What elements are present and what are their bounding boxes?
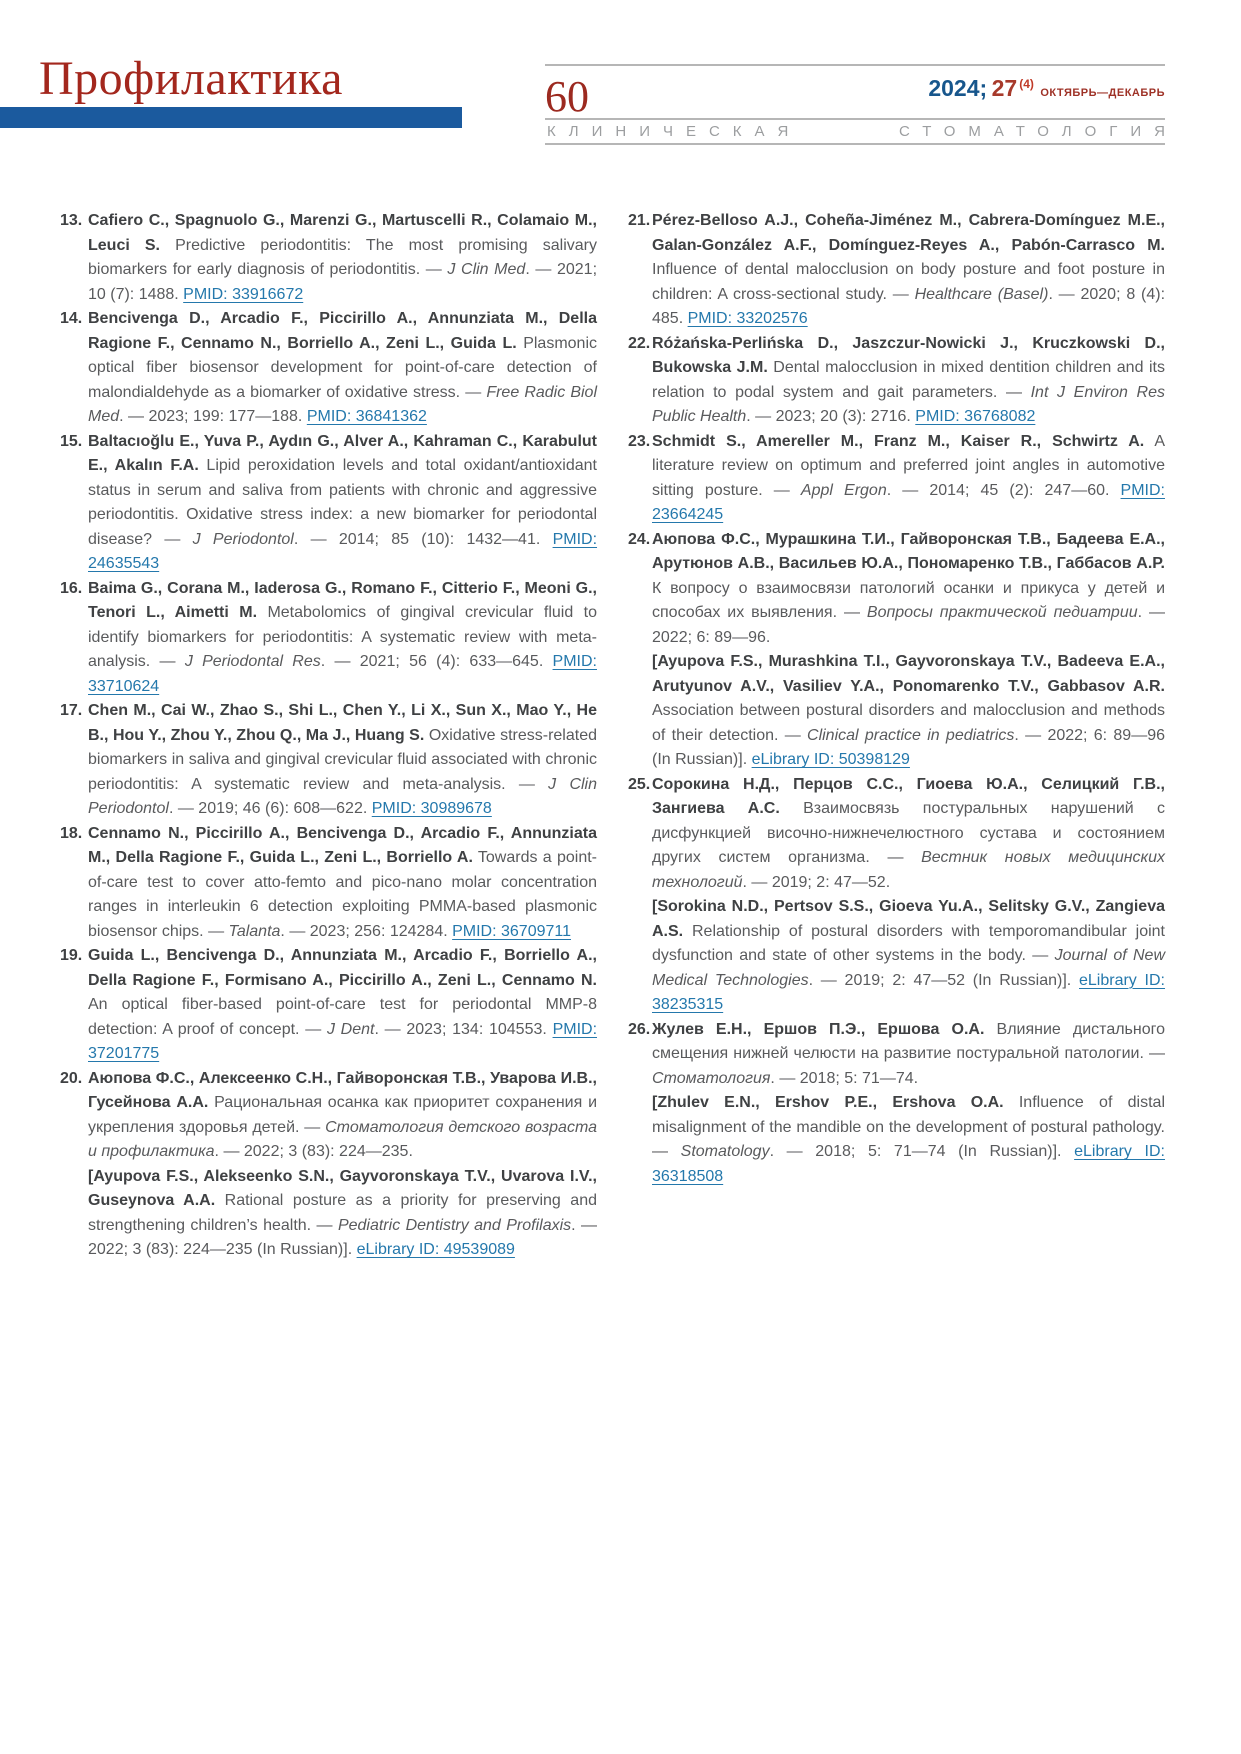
reference-paragraph	[88, 944, 597, 1067]
reference-number: 13.	[60, 212, 83, 229]
reference-item	[628, 209, 1165, 332]
reference-journal: Стоматология детского возраста и профилактика	[88, 1118, 597, 1160]
reference-paragraph	[652, 650, 1165, 773]
reference-text: . — 2014; 85 (10): 1432—41.	[293, 530, 553, 548]
issue-year: 2024;	[928, 75, 988, 101]
reference-authors: Сорокина Н.Д., Перцов С.С., Гиоева Ю.А., Селицкий Г.В., Зангиева А.С.	[652, 775, 1165, 817]
reference-text: Predictive periodontitis: The most promising salivary biomarkers for early diagnosis of periodontitis. —	[88, 236, 598, 278]
reference-authors: Guida L., Bencivenga D., Annunziata M., Arcadio F., Borriello A., Della Ragione F., Formisano A., Piccirillo A., Zeni L., Cennamo N.	[88, 947, 597, 989]
reference-text: Oxidative stress-related biomarkers in saliva and gingival crevicular fluid associated with chronic periodontitis: A systematic review and meta-analysis. —	[88, 726, 597, 793]
reference-number: 15.	[60, 432, 83, 450]
reference-item	[60, 430, 597, 577]
reference-paragraph	[88, 822, 597, 945]
issue-volume: 27	[991, 75, 1018, 101]
reference-text: Influence of distal misalignment of the mandible on the development of postural pathology. —	[652, 1094, 1165, 1160]
reference-authors: Schmidt S., Amereller M., Franz M., Kaiser R., Schwirtz A.	[652, 432, 1145, 450]
reference-text: Metabolomics of gingival crevicular fluid to identify biomarkers for periodontitis: A systematic review with meta-analysis. —	[88, 604, 597, 670]
reference-text: . — 2019; 2: 47—52.	[742, 873, 891, 891]
reference-journal: Free Radic Biol Med	[88, 383, 598, 425]
reference-item	[60, 577, 597, 700]
reference-paragraph	[88, 577, 597, 700]
reference-number: 14.	[60, 310, 83, 327]
reference-paragraph	[652, 209, 1165, 332]
reference-text: Взаимосвязь постуральных нарушений с дисфункцией височно-нижнечелюстного сустава и состоянием других систем организма. —	[652, 800, 1165, 866]
header-issue-block	[545, 64, 1178, 145]
reference-authors: Różańska-Perlińska D., Jaszczur-Nowicki J., Kruczkowski D., Bukowska J.M.	[652, 334, 1165, 376]
reference-text: . — 2019; 2: 47—52 (In Russian)].	[808, 971, 1079, 989]
reference-number: 18.	[60, 824, 83, 842]
reference-journal: Clinical practice in pediatrics	[807, 726, 1015, 744]
reference-item	[60, 699, 597, 822]
reference-authors: Аюпова Ф.С., Алексеенко С.Н., Гайворонская Т.В., Уварова И.В., Гусейнова А.А.	[88, 1069, 597, 1111]
reference-text: . — 2023; 199: 177—188.	[119, 408, 307, 425]
reference-number: 17.	[60, 702, 83, 719]
reference-authors: [Zhulev E.N., Ershov P.E., Ershova O.A.	[652, 1094, 1004, 1111]
references-column-left	[60, 209, 597, 1263]
reference-paragraph	[652, 430, 1165, 528]
pmid-link[interactable]: PMID: 23664245	[652, 481, 1165, 523]
reference-journal: J Clin Periodontol	[88, 775, 598, 817]
reference-text: . — 2021; 56 (4): 633—645.	[320, 653, 553, 670]
elibrary-link[interactable]: eLibrary ID: 38235315	[652, 971, 1166, 1013]
reference-authors: Аюпова Ф.С., Мурашкина Т.И., Гайворонская Т.В., Бадеева Е.А., Арутюнов А.В., Васильев Ю.А., Пономаренко Т.В., Габбасов А.Р.	[652, 530, 1165, 572]
reference-paragraph	[88, 1165, 597, 1263]
reference-journal: Вопросы практической педиатрии	[866, 604, 1138, 621]
issue-row	[545, 66, 1165, 121]
reference-number: 19.	[60, 947, 83, 964]
journal-name-word-1: КЛИНИЧЕСКАЯ	[547, 123, 802, 140]
references-list	[60, 209, 1165, 1263]
reference-authors: Baltacıoğlu E., Yuva P., Aydın G., Alver A., Kahraman C., Karabulut E., Akalın F.A.	[88, 432, 597, 474]
reference-number: 25.	[628, 775, 651, 793]
pmid-link[interactable]: PMID: 36768082	[915, 408, 1036, 425]
reference-item	[628, 773, 1165, 1018]
reference-text: Relationship of postural disorders with temporomandibular joint dysfunction and state of other systems in the body. —	[652, 922, 1165, 964]
reference-paragraph	[652, 1091, 1165, 1189]
reference-text: Рациональная осанка как приоритет сохранения и укрепления здоровья детей. —	[88, 1094, 598, 1136]
reference-text: Association between postural disorders and malocclusion and methods of their detection. —	[652, 702, 1165, 744]
reference-number: 22.	[628, 334, 651, 352]
reference-paragraph	[88, 209, 597, 307]
reference-text: . — 2018; 5: 71—74 (In Russian)].	[769, 1143, 1075, 1160]
reference-item	[60, 822, 597, 945]
reference-journal: Pediatric Dentistry and Profilaxis	[337, 1216, 572, 1234]
elibrary-link[interactable]: eLibrary ID: 36318508	[652, 1143, 1166, 1185]
reference-number: 16.	[60, 579, 83, 597]
reference-journal: J Periodontol	[192, 530, 294, 548]
elibrary-link[interactable]: eLibrary ID: 50398129	[751, 751, 910, 768]
reference-text: An optical fiber-based point-of-care test for periodontal MMP-8 detection: A proof of concept. —	[88, 996, 597, 1038]
reference-text: A literature review on optimum and preferred joint angles in automotive sitting posture. —	[652, 432, 1166, 499]
reference-journal: Healthcare (Basel)	[914, 285, 1049, 303]
reference-authors: Pérez-Belloso A.J., Coheña-Jiménez M., Cabrera-Domínguez M.E., Galan-González A.F., Domínguez-Reyes A., Pabón-Carrasco M.	[652, 212, 1165, 254]
reference-journal: Int J Environ Res Public Health	[652, 383, 1166, 425]
reference-number: 20.	[60, 1069, 83, 1087]
reference-text: Rational posture as a priority for preserving and strengthening children’s health. —	[88, 1192, 597, 1234]
reference-authors: Cennamo N., Piccirillo A., Bencivenga D., Arcadio F., Annunziata M., Della Ragione F., Guida L., Zeni L., Borriello A.	[88, 824, 597, 866]
reference-journal: J Clin Med	[447, 261, 526, 278]
reference-text: Influence of dental malocclusion on body posture and foot posture in children: A cross-sectional study. —	[652, 261, 1165, 303]
reference-authors: [Ayupova F.S., Murashkina T.I., Gayvoronskaya T.V., Badeeva E.A., Arutyunov A.V., Vasiliev Y.A., Ponomarenko T.V., Gabbasov A.R.	[652, 653, 1165, 695]
reference-authors: Жулев Е.Н., Ершов П.Э., Ершова О.А.	[652, 1020, 985, 1038]
reference-journal: Стоматология	[652, 1069, 771, 1087]
reference-authors: Chen M., Cai W., Zhao S., Shi L., Chen Y., Li X., Sun X., Mao Y., He B., Hou Y., Zhou Y., Zhou Q., Ma J., Huang S.	[88, 702, 597, 744]
reference-journal: Journal of New Medical Technologies	[652, 947, 1166, 989]
reference-journal: Talanta	[228, 922, 281, 940]
reference-paragraph	[88, 699, 597, 822]
reference-item	[60, 944, 597, 1067]
reference-text: . — 2019; 46 (6): 608—622.	[168, 800, 372, 817]
reference-text: . — 2014; 45 (2): 247—60.	[886, 481, 1121, 499]
reference-journal: Stomatology	[680, 1143, 770, 1160]
reference-text: . — 2018; 5: 71—74.	[770, 1069, 919, 1087]
reference-paragraph	[652, 773, 1165, 896]
reference-text: . — 2023; 20 (3): 2716.	[746, 408, 916, 425]
reference-authors: Cafiero C., Spagnuolo G., Marenzi G., Martuscelli R., Colamaio M., Leuci S.	[88, 212, 597, 254]
issue-info	[928, 75, 1165, 102]
pmid-link[interactable]: PMID: 36841362	[306, 408, 427, 425]
reference-item	[628, 528, 1165, 773]
reference-paragraph	[88, 430, 597, 577]
reference-authors: Bencivenga D., Arcadio F., Piccirillo A., Annunziata M., Della Ragione F., Cennamo N., Borriello A., Zeni L., Guida L.	[88, 310, 597, 352]
pmid-link[interactable]: PMID: 37201775	[88, 1020, 598, 1062]
reference-paragraph	[652, 332, 1165, 430]
section-title-bar	[0, 107, 462, 128]
reference-text: К вопросу о взаимосвязи патологий осанки и прикуса у детей и способах их выявления. —	[652, 579, 1165, 621]
reference-text: Plasmonic optical fiber biosensor development for point-of-care detection of malondialdehyde as a biomarker of oxidative stress. —	[88, 334, 598, 401]
reference-journal: J Periodontal Res	[184, 653, 321, 670]
reference-number: 26.	[628, 1020, 651, 1038]
reference-text: Lipid peroxidation levels and total oxidant/antioxidant status in serum and saliva from patients with chronic and aggressive periodontitis. Oxidative stress index: a new biomarker for periodontal disease? —	[88, 457, 597, 548]
reference-text: . — 2021; 10 (7): 1488.	[88, 261, 598, 303]
reference-authors: Baima G., Corana M., Iaderosa G., Romano F., Citterio F., Meoni G., Tenori L., Aimetti M.	[88, 579, 597, 621]
reference-journal: Appl Ergon	[800, 481, 887, 499]
reference-journal: Вестник новых медицинских технологий	[652, 849, 1165, 891]
issue-number: (4)	[1019, 77, 1034, 91]
journal-name-word-2: СТОМАТОЛОГИЯ	[898, 123, 1178, 140]
reference-item	[628, 332, 1165, 430]
references-column-right	[628, 209, 1165, 1263]
pmid-link[interactable]: PMID: 33710624	[88, 653, 597, 695]
reference-authors: [Ayupova F.S., Alekseenko S.N., Gayvoronskaya T.V., Uvarova I.V., Guseynova A.A.	[88, 1167, 597, 1209]
issue-months: ОКТЯБРЬ—ДЕКАБРЬ	[1040, 87, 1165, 99]
journal-name	[545, 120, 1178, 143]
reference-item	[628, 1018, 1165, 1190]
reference-paragraph	[652, 1018, 1165, 1092]
section-title: Профилактика	[39, 52, 343, 105]
reference-text: . — 2022; 3 (83): 224—235 (In Russian)].	[88, 1216, 598, 1258]
reference-item	[628, 430, 1165, 528]
reference-text: . — 2023; 256: 124284.	[280, 922, 453, 940]
reference-journal: J Dent	[326, 1020, 375, 1038]
page-number: 60	[545, 72, 589, 121]
pmid-link[interactable]: PMID: 36709711	[452, 922, 571, 940]
header-rule-bottom	[545, 143, 1165, 145]
reference-text: Влияние дистального смещения нижней челюсти на развитие постуральной патологии. —	[652, 1020, 1166, 1062]
reference-text: Dental malocclusion in mixed dentition children and its relation to podal system and gait parameters. —	[652, 359, 1165, 401]
reference-number: 21.	[628, 212, 651, 229]
reference-paragraph	[88, 307, 597, 430]
pmid-link[interactable]: PMID: 24635543	[88, 530, 598, 572]
reference-item	[60, 307, 597, 430]
pmid-link[interactable]: PMID: 33916672	[183, 285, 304, 303]
reference-number: 23.	[628, 432, 651, 450]
reference-paragraph	[652, 895, 1165, 1018]
reference-item	[60, 209, 597, 307]
reference-authors: [Sorokina N.D., Pertsov S.S., Gioeva Yu.A., Selitsky G.V., Zangieva A.S.	[652, 898, 1165, 940]
reference-text: . — 2020; 8 (4): 485.	[652, 285, 1166, 327]
reference-text: . — 2023; 134: 104553.	[374, 1020, 553, 1038]
reference-paragraph	[652, 528, 1165, 651]
elibrary-link[interactable]: eLibrary ID: 49539089	[356, 1241, 515, 1258]
reference-text: Towards a point-of-care test to cover atto-femto and pico-nano molar concentration ranges in interleukin 6 detection exploiting PMMA-based plasmonic biosensor chips. —	[88, 849, 597, 940]
pmid-link[interactable]: PMID: 33202576	[687, 310, 808, 327]
pmid-link[interactable]: PMID: 30989678	[371, 800, 492, 817]
reference-text: . — 2022; 6: 89—96.	[652, 604, 1166, 646]
reference-text: . — 2022; 3 (83): 224—235.	[214, 1143, 413, 1160]
reference-number: 24.	[628, 530, 651, 548]
reference-item	[60, 1067, 597, 1263]
reference-text: . — 2022; 6: 89—96 (In Russian)].	[652, 726, 1166, 768]
reference-paragraph	[88, 1067, 597, 1165]
